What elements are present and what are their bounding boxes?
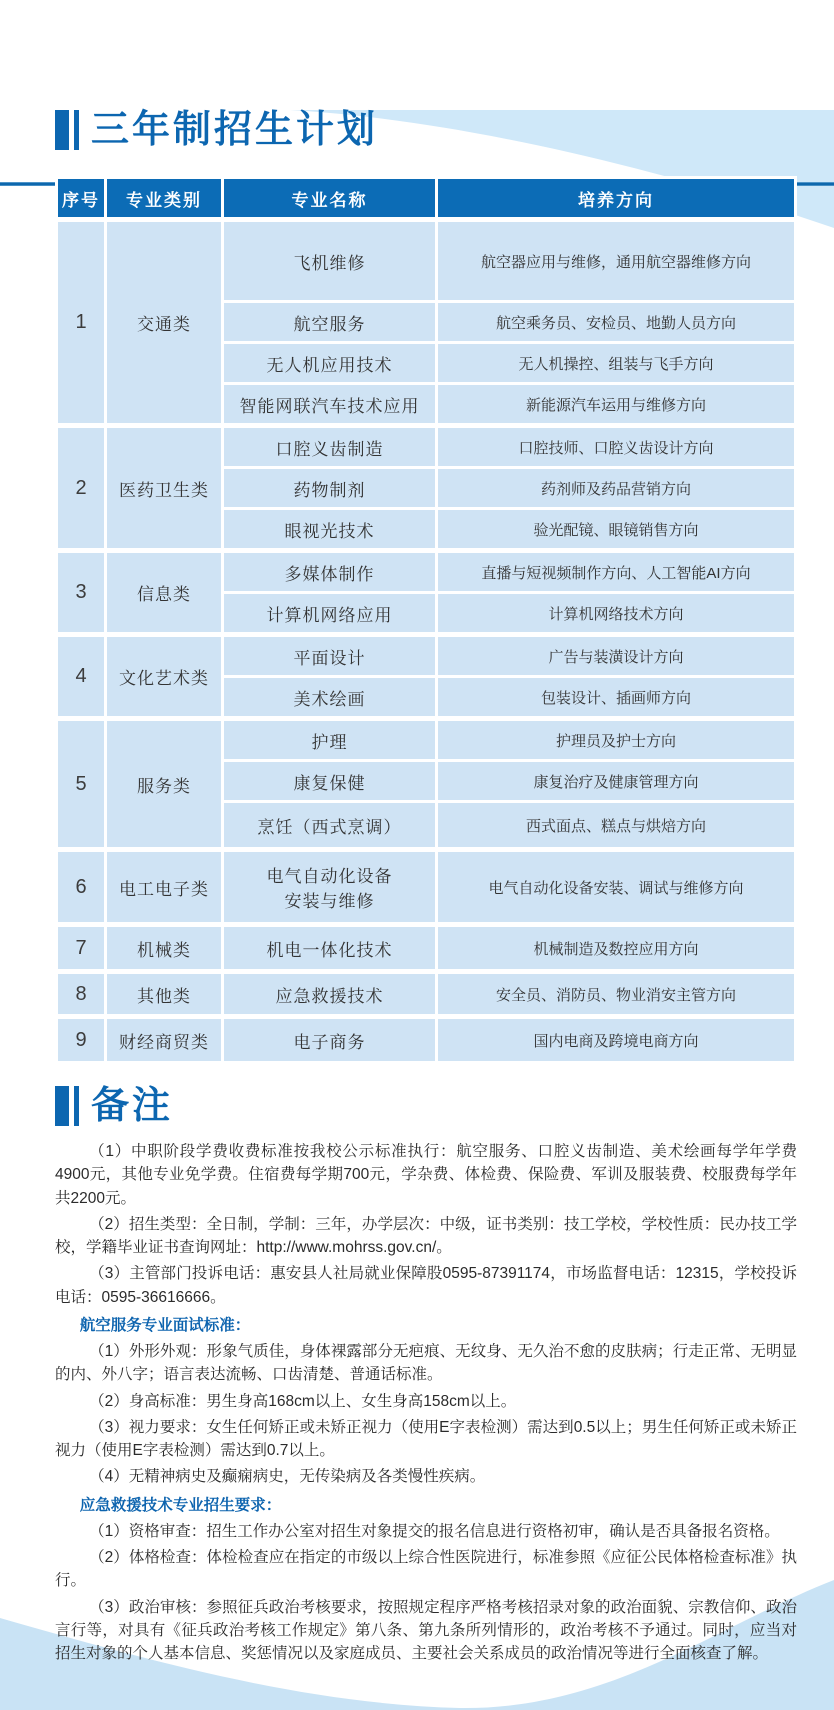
cell-direction: 康复治疗及健康管理方向 <box>437 761 796 802</box>
cell-category: 交通类 <box>106 220 223 426</box>
cell-major: 应急救援技术 <box>223 972 437 1017</box>
cell-group-number: 4 <box>57 635 106 719</box>
cell-category: 服务类 <box>106 719 223 850</box>
note-paragraph: （2）体格检查：体检检查应在指定的市级以上综合性医院进行，标准参照《应征公民体格检查标准》执行。 <box>55 1549 797 1590</box>
header-no: 序号 <box>57 178 106 220</box>
cell-direction: 包装设计、插画师方向 <box>437 677 796 719</box>
cell-direction: 安全员、消防员、物业消安主管方向 <box>437 972 796 1017</box>
cell-major: 口腔义齿制造 <box>223 426 437 468</box>
note-paragraph: （3）政治审核：参照征兵政治考核要求，按照规定程序严格考核招录对象的政治面貌、宗教信仰、政治言行等，对具有《征兵政治考核工作规定》第八条、第九条所列情形的，政治考核不予通过。同时，应当对招生对象的个人基本信息、奖惩情况以及家庭成员、主要社会关系成员的政治情况等进行全面核查了解。 <box>55 1598 797 1662</box>
cell-direction: 口腔技师、口腔义齿设计方向 <box>437 426 796 468</box>
cell-major: 智能网联汽车技术应用 <box>223 384 437 426</box>
header-category: 专业类别 <box>106 178 223 220</box>
notes-body <box>55 1140 797 1665</box>
cell-major: 飞机维修 <box>223 220 437 302</box>
note-paragraph: （4）无精神病史及癫痫病史，无传染病及各类慢性疾病。 <box>89 1468 486 1486</box>
cell-group-number: 8 <box>57 972 106 1017</box>
page-content <box>0 110 834 1665</box>
cell-direction: 西式面点、糕点与烘焙方向 <box>437 802 796 850</box>
table-row <box>57 972 796 1017</box>
note-paragraph: （1）外形外观：形象气质佳，身体裸露部分无疤痕、无纹身、无久治不愈的皮肤病；行走正常、无明显的内、外八字；语言表达流畅、口齿清楚、普通话标准。 <box>55 1343 797 1384</box>
cell-major: 多媒体制作 <box>223 551 437 593</box>
table-header-row <box>57 178 796 220</box>
cell-group-number: 5 <box>57 719 106 850</box>
cell-major: 眼视光技术 <box>223 509 437 551</box>
cell-major: 烹饪（西式烹调） <box>223 802 437 850</box>
table-row <box>57 719 796 761</box>
cell-category: 医药卫生类 <box>106 426 223 551</box>
note-paragraph: （2）招生类型：全日制，学制：三年，办学层次：中级，证书类别：技工学校，学校性质：民办技工学校，学籍毕业证书查询网址：http://www.mohrss.gov.cn/。 <box>55 1215 797 1256</box>
cell-direction: 护理员及护士方向 <box>437 719 796 761</box>
cell-direction: 新能源汽车运用与维修方向 <box>437 384 796 426</box>
cell-major: 电子商务 <box>223 1017 437 1063</box>
cell-direction: 无人机操控、组装与飞手方向 <box>437 343 796 384</box>
cell-category: 信息类 <box>106 551 223 635</box>
cell-category: 文化艺术类 <box>106 635 223 719</box>
title-bar-thick-icon <box>55 1086 69 1126</box>
cell-category: 财经商贸类 <box>106 1017 223 1063</box>
cell-major: 护理 <box>223 719 437 761</box>
header-direction: 培养方向 <box>437 178 796 220</box>
cell-major: 机电一体化技术 <box>223 925 437 972</box>
cell-category: 其他类 <box>106 972 223 1017</box>
cell-direction: 广告与装潢设计方向 <box>437 635 796 677</box>
note-paragraph: （3）视力要求：女生任何矫正或未矫正视力（使用E字表检测）需达到0.5以上；男生任何矫正或未矫正视力（使用E字表检测）需达到0.7以上。 <box>55 1418 797 1459</box>
note-paragraph: （2）身高标准：男生身高168cm以上、女生身高158cm以上。 <box>89 1392 517 1410</box>
title-bar-thin-icon <box>74 1086 79 1126</box>
notes-title-text: 备注 <box>91 1085 174 1127</box>
table-row <box>57 1017 796 1063</box>
table-row <box>57 925 796 972</box>
cell-group-number: 3 <box>57 551 106 635</box>
plan-title-text: 三年制招生计划 <box>91 109 379 151</box>
enrollment-plan-table <box>55 176 797 1064</box>
cell-direction: 航空乘务员、安检员、地勤人员方向 <box>437 302 796 343</box>
cell-direction: 国内电商及跨境电商方向 <box>437 1017 796 1063</box>
note-paragraph: （1）中职阶段学费收费标准按我校公示标准执行：航空服务、口腔义齿制造、美术绘画每学年学费4900元，其他专业免学费。住宿费每学期700元，学杂费、体检费、保险费、军训及服装费、校服费每学年共2200元。 <box>55 1143 797 1207</box>
cell-direction: 药剂师及药品营销方向 <box>437 468 796 509</box>
table-row <box>57 850 796 925</box>
note-subheading: 航空服务专业面试标准： <box>79 1316 251 1334</box>
table-row <box>57 551 796 593</box>
cell-major: 电气自动化设备 安装与维修 <box>223 850 437 925</box>
table-row <box>57 635 796 677</box>
header-major: 专业名称 <box>223 178 437 220</box>
notes-section-title <box>55 1086 794 1126</box>
cell-direction: 直播与短视频制作方向、人工智能AI方向 <box>437 551 796 593</box>
title-bar-thin-icon <box>74 110 79 150</box>
cell-major: 平面设计 <box>223 635 437 677</box>
cell-direction: 机械制造及数控应用方向 <box>437 925 796 972</box>
cell-group-number: 9 <box>57 1017 106 1063</box>
cell-group-number: 1 <box>57 220 106 426</box>
cell-major: 航空服务 <box>223 302 437 343</box>
cell-category: 机械类 <box>106 925 223 972</box>
cell-major: 无人机应用技术 <box>223 343 437 384</box>
cell-direction: 电气自动化设备安装、调试与维修方向 <box>437 850 796 925</box>
table-row <box>57 426 796 468</box>
cell-major: 康复保健 <box>223 761 437 802</box>
note-paragraph: （3）主管部门投诉电话：惠安县人社局就业保障股0595-87391174，市场监督电话：12315，学校投诉电话：0595-36616666。 <box>55 1265 797 1306</box>
note-paragraph: （1）资格审查：招生工作办公室对招生对象提交的报名信息进行资格初审，确认是否具备报名资格。 <box>89 1522 780 1540</box>
cell-major: 美术绘画 <box>223 677 437 719</box>
cell-direction: 航空器应用与维修，通用航空器维修方向 <box>437 220 796 302</box>
cell-major: 计算机网络应用 <box>223 593 437 635</box>
note-subheading: 应急救援技术专业招生要求： <box>79 1496 282 1514</box>
cell-group-number: 6 <box>57 850 106 925</box>
title-bar-thick-icon <box>55 110 69 150</box>
cell-major: 药物制剂 <box>223 468 437 509</box>
cell-category: 电工电子类 <box>106 850 223 925</box>
cell-group-number: 2 <box>57 426 106 551</box>
cell-direction: 计算机网络技术方向 <box>437 593 796 635</box>
table-row <box>57 220 796 302</box>
cell-group-number: 7 <box>57 925 106 972</box>
plan-section-title <box>55 110 794 150</box>
cell-direction: 验光配镜、眼镜销售方向 <box>437 509 796 551</box>
